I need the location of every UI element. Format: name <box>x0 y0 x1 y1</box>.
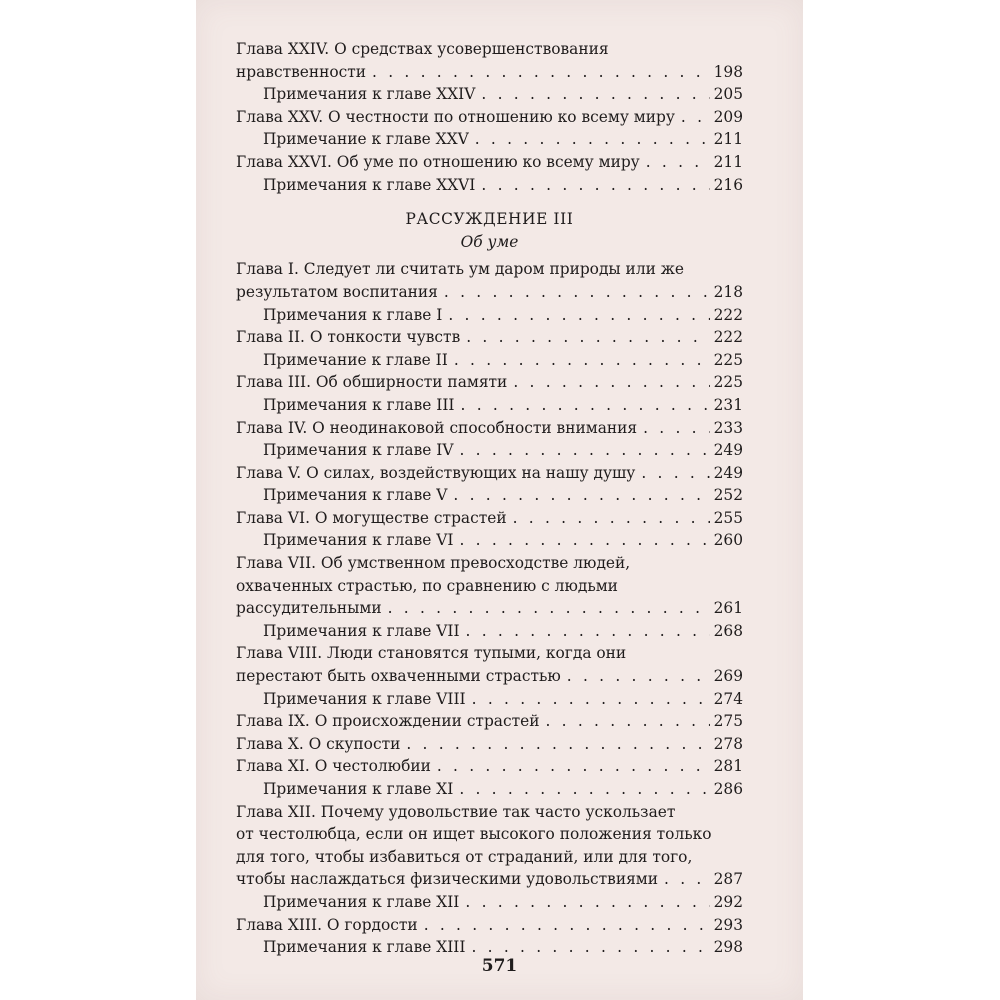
toc-entry <box>236 151 743 174</box>
dot-leader <box>465 891 709 914</box>
toc-entry-line <box>236 575 743 598</box>
toc-page-number: 225 <box>713 373 743 392</box>
toc-page-number: 225 <box>713 350 743 369</box>
dot-leader <box>466 326 709 349</box>
toc-entry-title: Глава XIII. О гордости <box>236 915 418 934</box>
toc-page-number: 275 <box>713 712 743 731</box>
dot-leader <box>472 688 710 711</box>
toc-entry <box>236 394 743 417</box>
toc-entry-line <box>236 394 743 417</box>
toc-entry-line <box>236 462 743 485</box>
toc-list-bottom <box>236 258 743 958</box>
toc-list-top <box>236 38 743 196</box>
toc-page-number: 269 <box>713 667 743 686</box>
toc-entry-title: Примечания к главе XXIV <box>263 85 476 104</box>
toc-page-number: 216 <box>713 175 743 194</box>
toc-entry-line <box>236 281 743 304</box>
toc-entry-title: Примечания к главе I <box>263 305 443 324</box>
toc-entry-title: охваченных страстью, по сравнению с людьми <box>236 576 618 595</box>
toc-entry-line <box>236 733 743 756</box>
toc-entry <box>236 439 743 462</box>
toc-entry <box>236 507 743 530</box>
page-number: 571 <box>481 956 518 976</box>
toc-entry <box>236 38 743 83</box>
toc-entry-line <box>236 106 743 129</box>
toc-entry <box>236 801 743 891</box>
toc-entry-line <box>236 620 743 643</box>
dot-leader <box>437 755 710 778</box>
toc-page-number: 222 <box>713 328 743 347</box>
toc-entry-line <box>236 710 743 733</box>
toc-page-number: 233 <box>713 418 743 437</box>
toc-entry <box>236 128 743 151</box>
toc-page-number: 252 <box>713 486 743 505</box>
dot-leader <box>641 462 709 485</box>
section-title: РАССУЖДЕНИЕ III <box>405 210 574 229</box>
toc-entry <box>236 552 743 620</box>
toc-entry-line <box>236 778 743 801</box>
toc-page-number: 222 <box>713 305 743 324</box>
toc-entry <box>236 778 743 801</box>
toc-entry <box>236 462 743 485</box>
toc-entry-line <box>236 529 743 552</box>
dot-leader <box>372 61 710 84</box>
dot-leader <box>448 304 709 327</box>
toc-entry-line <box>236 326 743 349</box>
toc-entry <box>236 417 743 440</box>
toc-page-number: 281 <box>713 757 743 776</box>
toc-page-number: 292 <box>713 892 743 911</box>
toc-entry <box>236 349 743 372</box>
toc-entry <box>236 710 743 733</box>
toc-entry-line <box>236 642 743 665</box>
dot-leader <box>681 106 710 129</box>
toc-entry-line <box>236 552 743 575</box>
toc-page-number: 209 <box>713 107 743 126</box>
toc-entry <box>236 529 743 552</box>
dot-leader <box>459 529 709 552</box>
toc-page-number: 286 <box>713 780 743 798</box>
toc-entry <box>236 304 743 327</box>
toc-entry <box>236 371 743 394</box>
toc-page-number: 231 <box>713 395 743 414</box>
toc-entry <box>236 914 743 937</box>
toc-entry-line <box>236 846 743 869</box>
toc-entry-title: Примечания к главе XIII <box>263 938 466 957</box>
dot-leader <box>461 394 710 417</box>
toc-entry-title: Глава VIII. Люди становятся тупыми, когда они <box>236 644 627 663</box>
toc-entry-line <box>236 61 743 84</box>
toc-entry-title: Глава V. О силах, воздействующих на нашу душу <box>236 463 636 482</box>
toc-entry-line <box>236 823 743 846</box>
toc-entry-title: Глава III. Об обширности памяти <box>236 373 508 392</box>
toc-entry-line <box>236 755 743 778</box>
toc-entry-line <box>236 417 743 440</box>
toc-entry-line <box>236 83 743 106</box>
toc-entry-title: Глава XII. Почему удовольствие так часто ускользает <box>236 802 676 821</box>
toc-entry-title: Глава XI. О честолюбии <box>236 757 431 776</box>
dot-leader <box>481 83 709 106</box>
toc-entry-title: от честолюбца, если он ищет высокого положения только <box>236 825 712 844</box>
toc-entry <box>236 484 743 507</box>
toc-entry-line <box>236 439 743 462</box>
toc-page-number: 211 <box>713 152 743 171</box>
toc-page-number: 255 <box>713 508 743 527</box>
toc-entry-title: чтобы наслаждаться физическими удовольствиями <box>236 870 659 889</box>
dot-leader <box>475 128 710 151</box>
toc-entry-title: Примечание к главе XXV <box>263 130 469 149</box>
toc-entry-title: Глава IV. О неодинаковой способности внимания <box>236 418 638 437</box>
dot-leader <box>444 281 710 304</box>
toc-entry <box>236 733 743 756</box>
toc-entry-title: для того, чтобы избавиться от страданий, или для того, <box>236 847 693 866</box>
toc-entry-line <box>236 665 743 688</box>
toc-entry-line <box>236 371 743 394</box>
dot-leader <box>567 665 710 688</box>
toc-entry <box>236 755 743 778</box>
toc-page-number: 268 <box>713 621 743 640</box>
dot-leader <box>545 710 709 733</box>
dot-leader <box>513 371 709 394</box>
toc-entry-line <box>236 868 743 891</box>
toc-page-number: 261 <box>713 599 743 618</box>
toc-entry-title: рассудительными <box>236 599 382 618</box>
toc-entry-line <box>236 258 743 281</box>
toc-page-number: 249 <box>713 441 743 460</box>
toc-entry-title: Глава XXIV. О средствах усовершенствования <box>236 40 609 58</box>
toc-entry-title: Глава II. О тонкости чувств <box>236 328 461 347</box>
dot-leader <box>424 914 710 937</box>
toc-page-number: 218 <box>713 282 743 301</box>
toc-page-number: 287 <box>713 870 743 889</box>
toc-entry-title: Примечания к главе VIII <box>263 689 466 708</box>
toc-page-number: 205 <box>713 85 743 104</box>
dot-leader <box>459 439 709 462</box>
toc-entry-title: Примечание к главе II <box>263 350 448 369</box>
dot-leader <box>513 507 710 530</box>
toc-entry-title: Примечания к главе VII <box>263 621 460 640</box>
toc-entry-line <box>236 891 743 914</box>
dot-leader <box>481 174 709 197</box>
toc-entry-title: Глава IX. О происхождении страстей <box>236 712 540 731</box>
toc-page-number: 198 <box>713 62 743 81</box>
dot-leader <box>453 484 709 507</box>
toc-entry-title: перестают быть охваченными страстью <box>236 667 561 686</box>
toc-entry-line <box>236 507 743 530</box>
book-page <box>196 0 803 1000</box>
section-subtitle: Об уме <box>460 232 519 251</box>
dot-leader <box>454 349 710 372</box>
toc-entry-title: Глава VI. О могуществе страстей <box>236 508 507 527</box>
toc-page-number: 211 <box>713 130 743 149</box>
dot-leader <box>406 733 709 756</box>
toc-entry-title: Примечания к главе XXVI <box>263 175 476 194</box>
dot-leader <box>646 151 710 174</box>
toc-entry-line <box>236 304 743 327</box>
toc-entry-title: Примечания к главе VI <box>263 531 454 550</box>
toc-page-number: 260 <box>713 531 743 550</box>
toc-entry-line <box>236 801 743 824</box>
dot-leader <box>459 778 709 801</box>
toc-entry <box>236 174 743 197</box>
toc-entry-title: Примечания к главе IV <box>263 441 454 460</box>
dot-leader <box>466 620 710 643</box>
toc-page-number: 249 <box>713 463 743 482</box>
toc-entry-title: Примечания к главе XI <box>263 780 454 798</box>
toc-entry-line <box>236 128 743 151</box>
dot-leader <box>664 868 710 891</box>
toc-entry-line <box>236 688 743 711</box>
toc-entry-title: Глава X. О скупости <box>236 734 401 753</box>
toc-page-number: 293 <box>713 915 743 934</box>
table-of-contents <box>236 38 743 959</box>
toc-entry-line <box>236 914 743 937</box>
toc-entry-line <box>236 349 743 372</box>
toc-entry-line <box>236 484 743 507</box>
toc-page-number: 298 <box>713 938 743 957</box>
toc-entry-title: нравственности <box>236 62 367 81</box>
toc-entry <box>236 642 743 687</box>
toc-entry <box>236 83 743 106</box>
toc-entry-line <box>236 151 743 174</box>
toc-entry-line <box>236 38 743 61</box>
toc-entry <box>236 258 743 303</box>
dot-leader <box>388 597 710 620</box>
toc-entry-title: Примечания к главе V <box>263 486 448 505</box>
toc-entry <box>236 688 743 711</box>
toc-entry-title: Примечания к главе III <box>263 395 455 414</box>
toc-entry-title: Глава I. Следует ли считать ум даром природы или же <box>236 260 685 279</box>
toc-page-number: 274 <box>713 689 743 708</box>
toc-entry <box>236 620 743 643</box>
toc-entry-title: Глава VII. Об умственном превосходстве людей, <box>236 554 631 573</box>
toc-entry-title: результатом воспитания <box>236 282 438 301</box>
toc-entry-title: Глава XXVI. Об уме по отношению ко всему миру <box>236 152 640 171</box>
toc-entry-title: Примечания к главе XII <box>263 892 460 911</box>
dot-leader <box>643 417 710 440</box>
toc-entry-line <box>236 597 743 620</box>
toc-entry-line <box>236 174 743 197</box>
toc-entry-title: Глава XXV. О честности по отношению ко всему миру <box>236 107 675 126</box>
toc-page-number: 278 <box>713 734 743 753</box>
toc-entry <box>236 891 743 914</box>
toc-entry <box>236 326 743 349</box>
toc-entry <box>236 106 743 129</box>
